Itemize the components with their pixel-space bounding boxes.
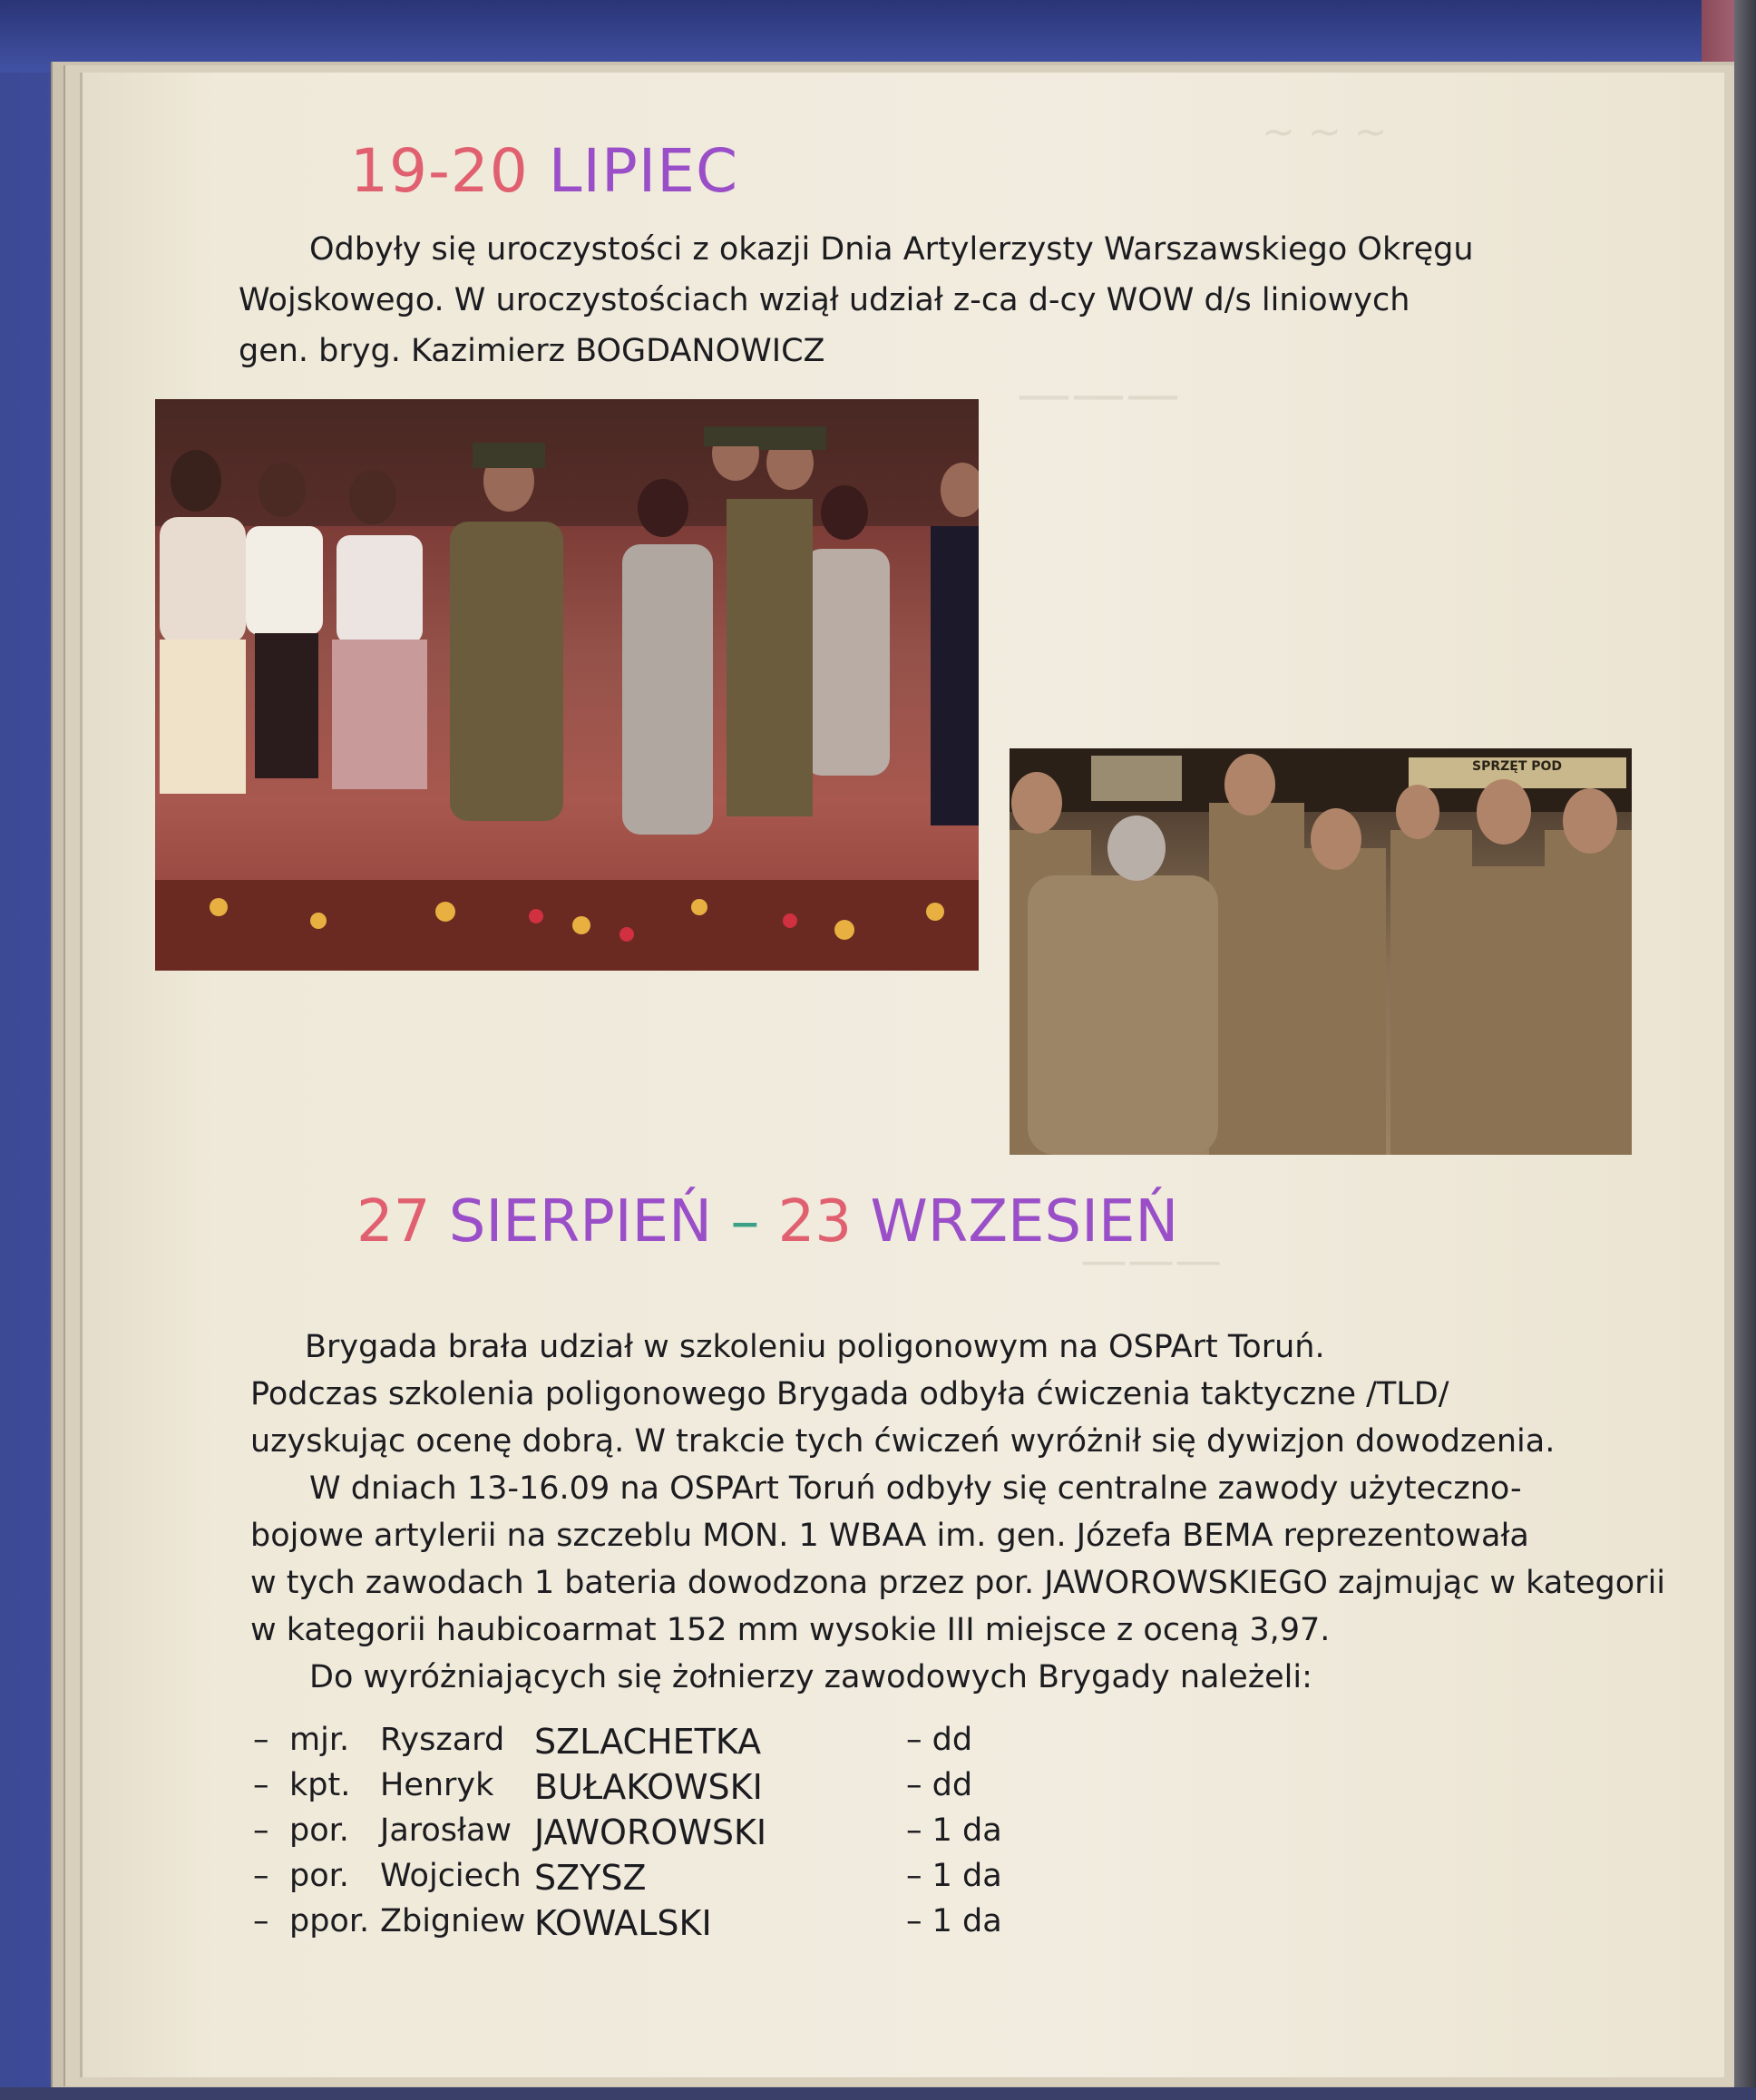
section1-title-month: LIPIEC bbox=[548, 136, 739, 206]
roster-dash: – bbox=[253, 1812, 269, 1849]
roster-rank: kpt. bbox=[289, 1767, 351, 1803]
section2-title-end: 23 bbox=[777, 1188, 853, 1255]
roster-last-name: SZYSZ bbox=[534, 1858, 647, 1898]
roster-unit: – dd bbox=[906, 1722, 973, 1758]
roster-first-name: Zbigniew bbox=[380, 1903, 526, 1939]
roster-rank: mjr. bbox=[289, 1722, 350, 1758]
section2-line-8: Do wyróżniających się żołnierzy zawodowych Brygady należeli: bbox=[309, 1659, 1312, 1695]
section2-line-2: Podczas szkolenia poligonowego Brygada odbyła ćwiczenia taktyczne /TLD/ bbox=[250, 1376, 1449, 1412]
photo2-sign-text: SPRZĘT POD bbox=[1472, 759, 1563, 774]
roster-dash: – bbox=[253, 1722, 269, 1758]
section1-line-3: gen. bryg. Kazimierz BOGDANOWICZ bbox=[239, 333, 825, 369]
section1-line-2: Wojskowego. W uroczystościach wziął udział z-ca d-cy WOW d/s liniowych bbox=[239, 282, 1410, 318]
album-page bbox=[80, 73, 1724, 2077]
section2-line-5: bojowe artylerii na szczeblu MON. 1 WBAA im. gen. Józefa BEMA reprezentowała bbox=[250, 1518, 1529, 1554]
section2-line-7: w kategorii haubicoarmat 152 mm wysokie III miejsce z oceną 3,97. bbox=[250, 1612, 1331, 1648]
show-through-heading: ——— bbox=[1017, 363, 1180, 426]
roster-first-name: Jarosław bbox=[380, 1812, 512, 1849]
show-through-text: ~ ~ ~ bbox=[1262, 109, 1388, 155]
roster-dash: – bbox=[253, 1903, 269, 1939]
album-bottom-edge bbox=[0, 2087, 1756, 2100]
roster-unit: – 1 da bbox=[906, 1903, 1002, 1939]
section2-line-6: w tych zawodach 1 bateria dowodzona przez por. JAWOROWSKIEGO zajmując w kategorii bbox=[250, 1565, 1666, 1601]
outdoor-ceremony-photo-image bbox=[155, 399, 979, 971]
roster-rank: por. bbox=[289, 1858, 349, 1894]
roster-unit: – dd bbox=[906, 1767, 973, 1803]
roster-unit: – 1 da bbox=[906, 1812, 1002, 1849]
section1-title bbox=[350, 136, 738, 206]
roster-first-name: Henryk bbox=[380, 1767, 494, 1803]
roster-last-name: BUŁAKOWSKI bbox=[534, 1767, 763, 1807]
section1-title-dates: 19-20 bbox=[350, 136, 529, 206]
award-ceremony-photo bbox=[1010, 748, 1632, 1155]
album-right-edge bbox=[1734, 0, 1756, 2100]
show-through-heading-2: ——— bbox=[1080, 1234, 1222, 1288]
roster-dash: – bbox=[253, 1767, 269, 1803]
award-ceremony-photo-image bbox=[1010, 748, 1632, 1155]
roster-last-name: JAWOROWSKI bbox=[534, 1812, 767, 1852]
outdoor-ceremony-photo bbox=[155, 399, 979, 971]
roster-rank: ppor. bbox=[289, 1903, 370, 1939]
section2-title bbox=[356, 1188, 1178, 1255]
section2-title-dash: – bbox=[730, 1188, 760, 1255]
section1-line-1: Odbyły się uroczystości z okazji Dnia Artylerzysty Warszawskiego Okręgu bbox=[309, 231, 1474, 268]
section2-line-4: W dniach 13-16.09 na OSPArt Toruń odbyły się centralne zawody użyteczno- bbox=[309, 1470, 1522, 1507]
roster-rank: por. bbox=[289, 1812, 349, 1849]
roster-last-name: SZLACHETKA bbox=[534, 1722, 762, 1762]
roster-dash: – bbox=[253, 1858, 269, 1894]
roster-first-name: Ryszard bbox=[380, 1722, 505, 1758]
roster-last-name: KOWALSKI bbox=[534, 1903, 712, 1943]
section2-title-end-month: WRZESIEŃ bbox=[870, 1188, 1179, 1255]
section2-title-start: 27 bbox=[356, 1188, 431, 1255]
roster-first-name: Wojciech bbox=[380, 1858, 522, 1894]
section2-line-3: uzyskując ocenę dobrą. W trakcie tych ćwiczeń wyróżnił się dywizjon dowodzenia. bbox=[250, 1423, 1556, 1460]
roster-unit: – 1 da bbox=[906, 1858, 1002, 1894]
section2-title-start-month: SIERPIEŃ bbox=[448, 1188, 712, 1255]
section2-line-1: Brygada brała udział w szkoleniu poligonowym na OSPArt Toruń. bbox=[305, 1329, 1325, 1365]
